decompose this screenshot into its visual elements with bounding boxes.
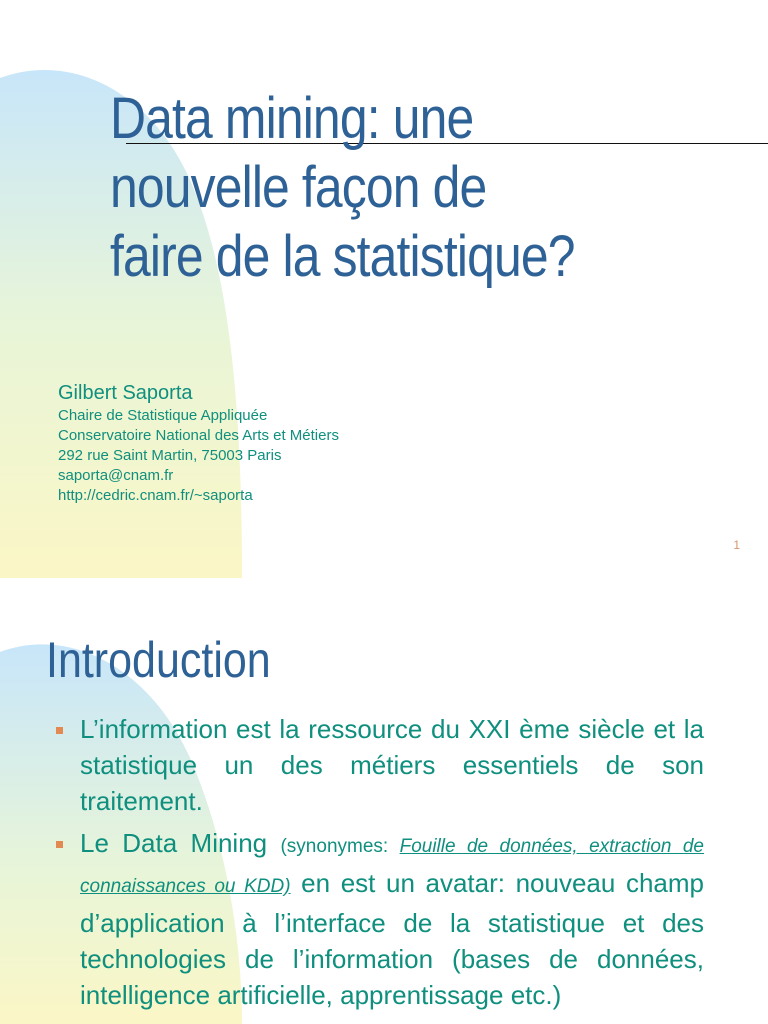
bullet-text-rest: en est un avatar: nouveau champ d’application à l’interface de la statistique et des technologies de l’information (bases de données, intelligence artificielle, apprentissage etc.)	[80, 868, 704, 1010]
author-institution: Conservatoire National des Arts et Métiers	[58, 427, 339, 444]
page-number: 1	[733, 538, 740, 552]
bullet-list	[52, 711, 704, 1019]
bullet-text-lead: Le Data Mining	[80, 828, 281, 858]
slide-title	[110, 84, 669, 291]
slide-title: Introduction	[46, 632, 271, 688]
bullet-text: L’information est la ressource du XXI ème siècle et la statistique un des métiers essentiels de son traitement.	[80, 714, 704, 816]
author-website[interactable]: http://cedric.cnam.fr/~saporta	[58, 487, 253, 504]
synonyms-link[interactable]: Fouille de données, extraction de connaissances ou KDD)	[80, 836, 704, 897]
bullet-item	[52, 825, 704, 1013]
author-affiliation: Chaire de Statistique Appliquée	[58, 407, 268, 424]
title-line: faire de la statistique?	[110, 224, 575, 289]
introduction-slide	[0, 578, 768, 1024]
author-block	[58, 381, 339, 506]
square-bullet-icon	[56, 841, 63, 848]
synonyms-label: (synonymes:	[280, 836, 400, 857]
square-bullet-icon	[56, 727, 63, 734]
author-name: Gilbert Saporta	[58, 382, 193, 404]
author-address: 292 rue Saint Martin, 75003 Paris	[58, 447, 282, 464]
bullet-item	[52, 711, 704, 819]
title-line: Data mining: une	[110, 86, 474, 151]
title-line: nouvelle façon de	[110, 155, 487, 220]
author-email[interactable]: saporta@cnam.fr	[58, 467, 174, 484]
